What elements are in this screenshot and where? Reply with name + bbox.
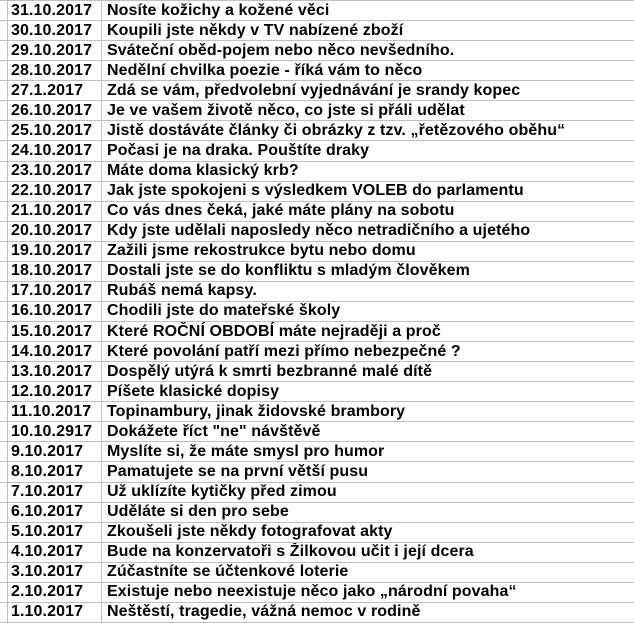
topic-cell[interactable]: Chodili jste do mateřské školy: [107, 302, 341, 320]
topic-cell[interactable]: Sváteční oběd-pojem nebo něco nevšedního.: [107, 41, 455, 59]
topic-cell[interactable]: Píšete klasické dopisy: [107, 382, 280, 400]
table-row: [0, 442, 634, 462]
date-cell[interactable]: 13.10.2017: [8, 362, 102, 381]
table-row: [0, 141, 634, 161]
table-row: [0, 282, 634, 302]
date-cell[interactable]: 6.10.2017: [8, 503, 102, 522]
row-gutter-cell: [0, 282, 8, 301]
topic-cell[interactable]: Myslíte si, že máte smysl pro humor: [107, 442, 385, 460]
row-gutter-cell: [0, 442, 8, 461]
date-cell[interactable]: 14.10.2017: [8, 342, 102, 361]
topic-cell[interactable]: Je ve vašem životě něco, co jste si přáli udělat: [107, 101, 465, 119]
topic-cell[interactable]: Nedělní chvilka poezie - říká vám to něco: [107, 61, 423, 79]
date-cell[interactable]: 19.10.2017: [8, 242, 102, 261]
topic-cell[interactable]: Které povolání patří mezi přímo nebezpečné ?: [107, 342, 461, 360]
table-row: [0, 583, 634, 603]
topic-cell[interactable]: Existuje nebo neexistuje něco jako „národní povaha“: [107, 583, 517, 601]
row-gutter-cell: [0, 202, 8, 221]
row-gutter-cell: [0, 483, 8, 502]
table-row: [0, 222, 634, 242]
table-row: [0, 182, 634, 202]
row-gutter-cell: [0, 322, 8, 341]
date-cell[interactable]: 10.10.2917: [8, 422, 102, 441]
table-row: [0, 21, 634, 41]
table-row: [0, 362, 634, 382]
topic-cell[interactable]: Které ROČNÍ OBDOBÍ máte nejraději a proč: [107, 322, 441, 340]
date-cell[interactable]: 8.10.2017: [8, 462, 102, 481]
date-cell[interactable]: 18.10.2017: [8, 262, 102, 281]
row-gutter-cell: [0, 141, 8, 160]
date-cell[interactable]: 16.10.2017: [8, 302, 102, 321]
table-row: [0, 483, 634, 503]
row-gutter-cell: [0, 382, 8, 401]
date-cell[interactable]: 3.10.2017: [8, 563, 102, 582]
row-gutter-cell: [0, 583, 8, 602]
date-cell[interactable]: 5.10.2017: [8, 523, 102, 542]
row-gutter-cell: [0, 462, 8, 481]
date-cell[interactable]: 17.10.2017: [8, 282, 102, 301]
topic-cell[interactable]: Bude na konzervatoři s Žilkovou učit i její dcera: [107, 543, 474, 561]
row-gutter-cell: [0, 101, 8, 120]
date-cell[interactable]: 28.10.2017: [8, 61, 102, 80]
date-cell[interactable]: 22.10.2017: [8, 182, 102, 201]
topic-cell[interactable]: Počasi je na draka. Pouštíte draky: [107, 141, 370, 159]
table-row: [0, 41, 634, 61]
table-row: [0, 382, 634, 402]
topic-cell[interactable]: Uděláte si den pro sebe: [107, 503, 289, 521]
row-gutter-cell: [0, 302, 8, 321]
date-cell[interactable]: 29.10.2017: [8, 41, 102, 60]
date-cell[interactable]: 25.10.2017: [8, 121, 102, 140]
topic-cell[interactable]: Už uklízíte kytičky před zimou: [107, 483, 337, 501]
date-cell[interactable]: 12.10.2017: [8, 382, 102, 401]
row-gutter-cell: [0, 222, 8, 241]
table-row: [0, 563, 634, 583]
topic-cell[interactable]: Kdy jste udělali naposledy něco netradičního a ujetého: [107, 222, 531, 240]
table-row: [0, 302, 634, 322]
row-gutter-cell: [0, 503, 8, 522]
table-row: [0, 322, 634, 342]
table-row: [0, 61, 634, 81]
table-row: [0, 1, 634, 21]
date-cell[interactable]: 31.10.2017: [8, 1, 102, 20]
row-gutter-cell: [0, 162, 8, 181]
row-gutter-cell: [0, 1, 8, 20]
row-gutter-cell: [0, 121, 8, 140]
topic-cell[interactable]: Co vás dnes čeká, jaké máte plány na sobotu: [107, 202, 455, 220]
topic-cell[interactable]: Dospělý utýrá k smrti bezbranné malé dítě: [107, 362, 433, 380]
date-cell[interactable]: 21.10.2017: [8, 202, 102, 221]
row-gutter-cell: [0, 41, 8, 60]
row-gutter-cell: [0, 402, 8, 421]
date-cell[interactable]: 20.10.2017: [8, 222, 102, 241]
table-row: [0, 402, 634, 422]
topic-cell[interactable]: Koupili jste někdy v TV nabízené zboží: [107, 21, 404, 39]
topic-cell[interactable]: Dokážete říct "ne" návštěvě: [107, 422, 321, 440]
date-cell[interactable]: 11.10.2017: [8, 402, 102, 421]
row-gutter-cell: [0, 61, 8, 80]
date-cell[interactable]: 26.10.2017: [8, 101, 102, 120]
table-row: [0, 242, 634, 262]
row-gutter-cell: [0, 543, 8, 562]
topic-cell[interactable]: Zkoušeli jste někdy fotografovat akty: [107, 523, 393, 541]
topic-cell[interactable]: Máte doma klasický krb?: [107, 162, 299, 180]
row-gutter-cell: [0, 342, 8, 361]
topic-cell[interactable]: Pamatujete se na první větší pusu: [107, 462, 369, 480]
topic-cell[interactable]: Dostali jste se do konfliktu s mladým člověkem: [107, 262, 470, 280]
topic-cell[interactable]: Neštěstí, tragedie, vážná nemoc v rodině: [107, 603, 421, 621]
date-cell[interactable]: 1.10.2017: [8, 603, 102, 622]
table-row: [0, 202, 634, 222]
table-row: [0, 81, 634, 101]
table-row: [0, 523, 634, 543]
row-gutter-cell: [0, 21, 8, 40]
topic-cell[interactable]: Zúčastníte se účtenkové loterie: [107, 563, 349, 581]
table-row: [0, 422, 634, 442]
row-gutter-cell: [0, 563, 8, 582]
topic-cell[interactable]: Jak jste spokojeni s výsledkem VOLEB do parlamentu: [107, 182, 524, 200]
table-row: [0, 503, 634, 523]
table-row: [0, 462, 634, 482]
table-row: [0, 543, 634, 563]
date-cell[interactable]: 24.10.2017: [8, 141, 102, 160]
date-cell[interactable]: 15.10.2017: [8, 322, 102, 341]
table-row: [0, 162, 634, 182]
topic-cell[interactable]: Nosíte kožichy a kožené věci: [107, 1, 330, 19]
table-row: [0, 342, 634, 362]
date-cell[interactable]: 4.10.2017: [8, 543, 102, 562]
topic-cell[interactable]: Topinambury, jinak židovské brambory: [107, 402, 406, 420]
table-row: [0, 101, 634, 121]
topic-cell[interactable]: Rubáš nemá kapsy.: [107, 282, 257, 300]
row-gutter-cell: [0, 242, 8, 261]
date-cell[interactable]: 27.1.2017: [8, 81, 102, 100]
topic-cell[interactable]: Jistě dostáváte články či obrázky z tzv. „řetězového oběhu“: [107, 121, 566, 139]
row-gutter-cell: [0, 422, 8, 441]
row-gutter-cell: [0, 262, 8, 281]
row-gutter-cell: [0, 182, 8, 201]
date-cell[interactable]: 23.10.2017: [8, 162, 102, 181]
date-cell[interactable]: 2.10.2017: [8, 583, 102, 602]
row-gutter-cell: [0, 523, 8, 542]
row-gutter-cell: [0, 362, 8, 381]
date-cell[interactable]: 9.10.2017: [8, 442, 102, 461]
row-gutter-cell: [0, 81, 8, 100]
table-row: [0, 603, 634, 623]
date-cell[interactable]: 7.10.2017: [8, 483, 102, 502]
table-row: [0, 121, 634, 141]
date-cell[interactable]: 30.10.2017: [8, 21, 102, 40]
topic-cell[interactable]: Zdá se vám, předvolební vyjednávání je srandy kopec: [107, 81, 521, 99]
row-gutter-cell: [0, 603, 8, 622]
table-row: [0, 262, 634, 282]
topic-cell[interactable]: Zažili jsme rekostrukce bytu nebo domu: [107, 242, 416, 260]
